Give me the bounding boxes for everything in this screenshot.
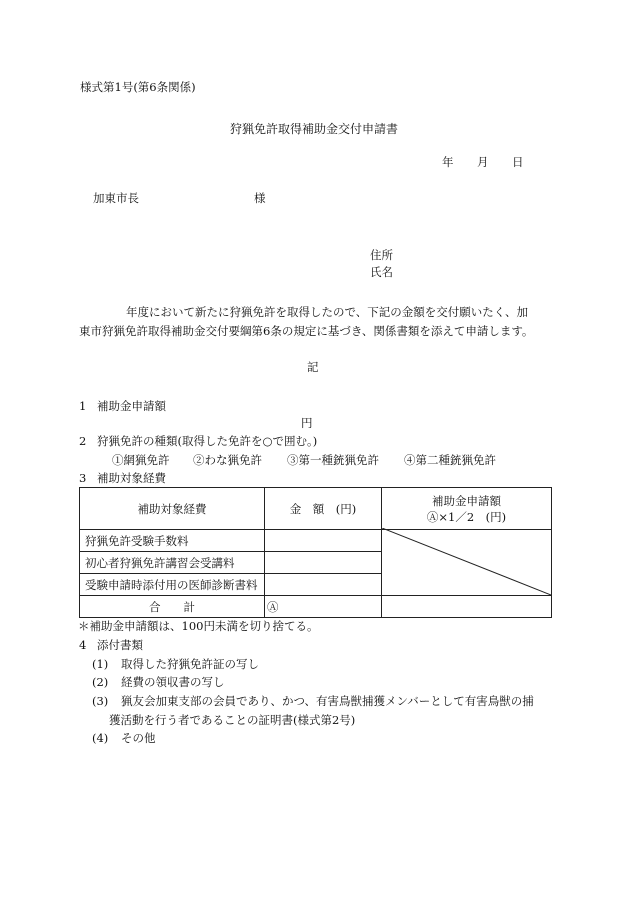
date-year: 年: [442, 155, 454, 169]
section-1-unit: 円: [301, 416, 313, 430]
header-amount: 金 額 (円): [265, 488, 382, 530]
row-2-amount: [265, 552, 382, 574]
ki-heading: 記: [307, 360, 319, 374]
attachment-2-num: (2): [92, 675, 109, 689]
attachment-3-num: (3): [92, 694, 109, 708]
license-option-1: ①網猟免許: [112, 453, 170, 467]
total-subsidy: [382, 596, 552, 618]
name-label: 氏名: [370, 265, 393, 279]
total-mark: Ⓐ: [265, 596, 382, 618]
row-3-label: 受験申請時添付用の医師診断書料: [80, 574, 265, 596]
form-number: 様式第1号(第6条関係): [80, 80, 196, 94]
addressee-honorific: 様: [254, 191, 266, 205]
row-3-amount: [265, 574, 382, 596]
attachment-2-text: 経費の領収書の写し: [121, 675, 225, 689]
row-2-label: 初心者狩猟免許講習会受講料: [80, 552, 265, 574]
attachment-4-text: その他: [121, 731, 156, 745]
section-3-label: 補助対象経費: [97, 471, 166, 485]
date-month: 月: [477, 155, 489, 169]
section-1-number: 1: [79, 399, 87, 413]
note: ＊補助金申請額は、100円未満を切り捨てる。: [78, 619, 319, 633]
table-header-row: [80, 488, 552, 530]
attachment-1-text: 取得した狩猟免許証の写し: [121, 657, 259, 671]
row-1-amount: [265, 530, 382, 552]
license-option-2: ②わな猟免許: [193, 453, 262, 467]
section-2-label: 狩猟免許の種類(取得した免許を○で囲む。): [97, 434, 318, 448]
section-1-label: 補助金申請額: [97, 399, 166, 413]
attachment-3-cont: 獲活動を行う者であることの証明書(様式第2号): [109, 713, 356, 727]
total-label: 合 計: [80, 596, 265, 618]
header-subsidy-formula: Ⓐ×1／2 (円): [426, 509, 507, 524]
attachment-3-text: 猟友会加東支部の会員であり、かつ、有害鳥獣捕獲メンバーとして有害鳥獣の捕: [121, 694, 534, 708]
section-2-number: 2: [79, 434, 87, 448]
section-3-number: 3: [79, 471, 87, 485]
table-total-row: [80, 596, 552, 618]
header-subsidy: [382, 488, 552, 530]
attachment-1-num: (1): [92, 657, 109, 671]
attachment-4-num: (4): [92, 731, 109, 745]
license-option-3: ③第一種銃猟免許: [287, 453, 379, 467]
body-line-1: 年度において新たに狩猟免許を取得したので、下記の金額を交付願いたく、加: [126, 305, 529, 319]
addressee-name: 加東市長: [93, 191, 139, 205]
date-day: 日: [512, 155, 524, 169]
address-label: 住所: [370, 248, 393, 262]
license-option-4: ④第二種銃猟免許: [404, 453, 496, 467]
section-4-label: 添付書類: [97, 638, 143, 652]
body-line-2: 東市狩猟免許取得補助金交付要綱第6条の規定に基づき、関係書類を添えて申請します。: [79, 324, 534, 338]
section-4-number: 4: [79, 638, 87, 652]
strike-diagonal: [382, 528, 551, 595]
header-expense: 補助対象経費: [80, 488, 265, 530]
row-1-label: 狩猟免許受験手数料: [80, 530, 265, 552]
document-title: 狩猟免許取得補助金交付申請書: [230, 122, 399, 136]
header-subsidy-title: 補助金申請額: [432, 493, 501, 508]
